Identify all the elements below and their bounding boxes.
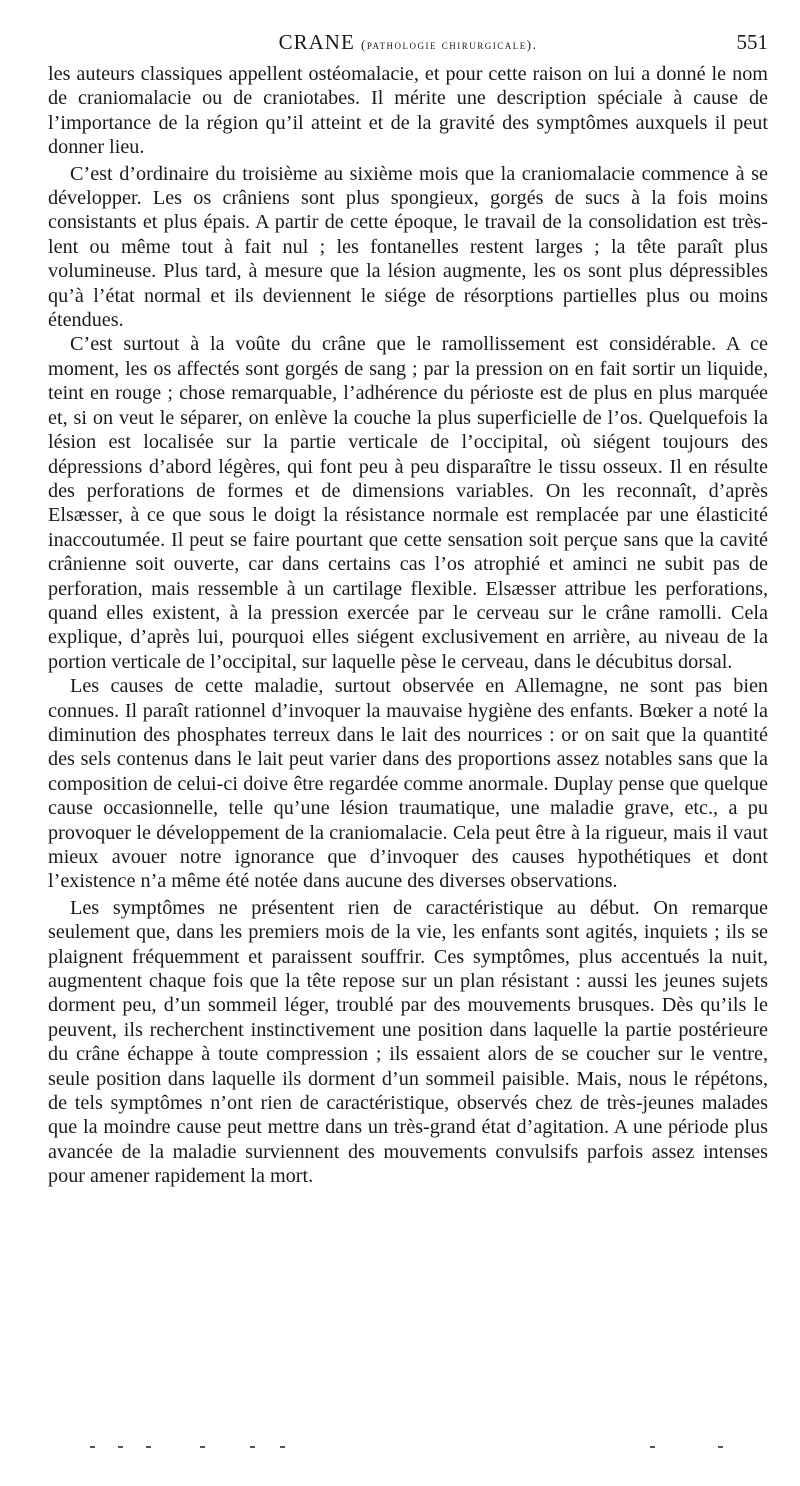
print-mark: [200, 1446, 205, 1448]
paragraph-4: Les causes de cette maladie, surtout observée en Allemagne, ne sont pas bien connues. Il paraît rationnel d’invoquer la mauvaise hygiène des enfants. Bœker a noté la diminution des phosphates terreux dans le lait des nourrices : or on sait que la quantité des sels contenus dans le lait peut varier dans des proportions assez notables sans que la composition de celui-ci doive être regardée comme anormale. Duplay pense que quelque cause occasionnelle, telle qu’une lésion traumatique, une maladie grave, etc., a pu provoquer le développement de la craniomalacie. Cela peut être à la rigueur, mais il vaut mieux avouer notre ignorance que d’invoquer des causes hypothétiques et dont l’existence n’a même été notée dans aucune des diverses observations.: [48, 675, 768, 893]
body-text: [48, 62, 768, 1189]
print-mark: [280, 1446, 285, 1448]
running-head: [48, 30, 768, 58]
page-number: 551: [736, 30, 768, 54]
print-mark: [718, 1446, 723, 1448]
running-head-title-main: CRANE: [278, 30, 355, 54]
running-head-title: [48, 30, 768, 55]
print-mark: [146, 1446, 151, 1448]
footer-print-marks: [90, 1446, 730, 1452]
paragraph-2: C’est d’ordinaire du troisième au sixième mois que la craniomalacie commence à se développer. Les os crâniens sont plus spongieux, gorgés de sucs à la fois moins consistants et plus épais. A partir de cette époque, le travail de la consolidation est très-lent ou même tout à fait nul ; les fontanelles restent larges ; la tête paraît plus volumineuse. Plus tard, à mesure que la lésion augmente, les os sont plus dépressibles qu’à l’état normal et ils deviennent le siége de résorptions partielles plus ou moins étendues.: [48, 162, 768, 332]
paragraph-5: Les symptômes ne présentent rien de caractéristique au début. On remarque seulement que, dans les premiers mois de la vie, les enfants sont agités, inquiets ; ils se plaignent fréquemment et paraissent souffrir. Ces symptômes, plus accentués la nuit, augmentent chaque fois que la tête repose sur un plan résistant : aussi les jeunes sujets dorment peu, d’un sommeil léger, troublé par des mouvements brusques. Dès qu’ils le peuvent, ils recherchent instinctivement une position dans laquelle la partie postérieure du crâne échappe à toute compression ; ils essaient alors de se coucher sur le ventre, seule position dans laquelle ils dorment d’un sommeil paisible. Mais, nous le répétons, de tels symptômes n’ont rien de caractéristique, observés chez de très-jeunes malades que la moindre cause peut mettre dans un très-grand état d’agitation. A une période plus avancée de la maladie surviennent des mouvements convulsifs parfois assez intenses pour amener rapidement la mort.: [48, 896, 768, 1188]
print-mark: [650, 1446, 655, 1448]
print-mark: [90, 1446, 95, 1448]
paragraph-1: les auteurs classiques appellent ostéomalacie, et pour cette raison on lui a donné le nom de craniomalacie ou de craniotabes. Il mérite une description spéciale à cause de l’importance de la région qu’il atteint et de la gravité des symptômes auxquels il peut donner lieu.: [48, 63, 768, 159]
running-head-title-sub: (pathologie chirurgicale).: [361, 37, 538, 52]
paragraph-3: C’est surtout à la voûte du crâne que le ramollissement est considérable. A ce moment, les os affectés sont gorgés de sang ; par la pression on en fait sortir un liquide, teint en rouge ; chose remarquable, l’adhérence du périoste est de plus en plus marquée et, si on veut le séparer, on enlève la couche la plus superficielle de l’os. Quelquefois la lésion est localisée sur la partie verticale de l’occipital, où siégent toujours des dépressions d’abord légères, qui font peu à peu disparaître le tissu osseux. Il en résulte des perforations de formes et de dimensions variables. On les reconnaît, d’après Elsæsser, à ce que sous le doigt la résistance normale est remplacée par une élasticité inaccoutumée. Il peut se faire pourtant que cette sensation soit perçue sans que la cavité crânienne soit ouverte, car dans certains cas l’os atrophié et aminci ne subit pas de perforation, mais ressemble à un cartilage flexible. Elsæsser attribue les perforations, quand elles existent, à la pression exercée par le cerveau sur le crâne ramolli. Cela explique, d’après lui, pourquoi elles siégent exclusivement en arrière, au niveau de la portion verticale de l’occipital, sur laquelle pèse le cerveau, dans le décubitus dorsal.: [48, 333, 768, 673]
print-mark: [118, 1446, 123, 1448]
print-mark: [250, 1446, 255, 1448]
